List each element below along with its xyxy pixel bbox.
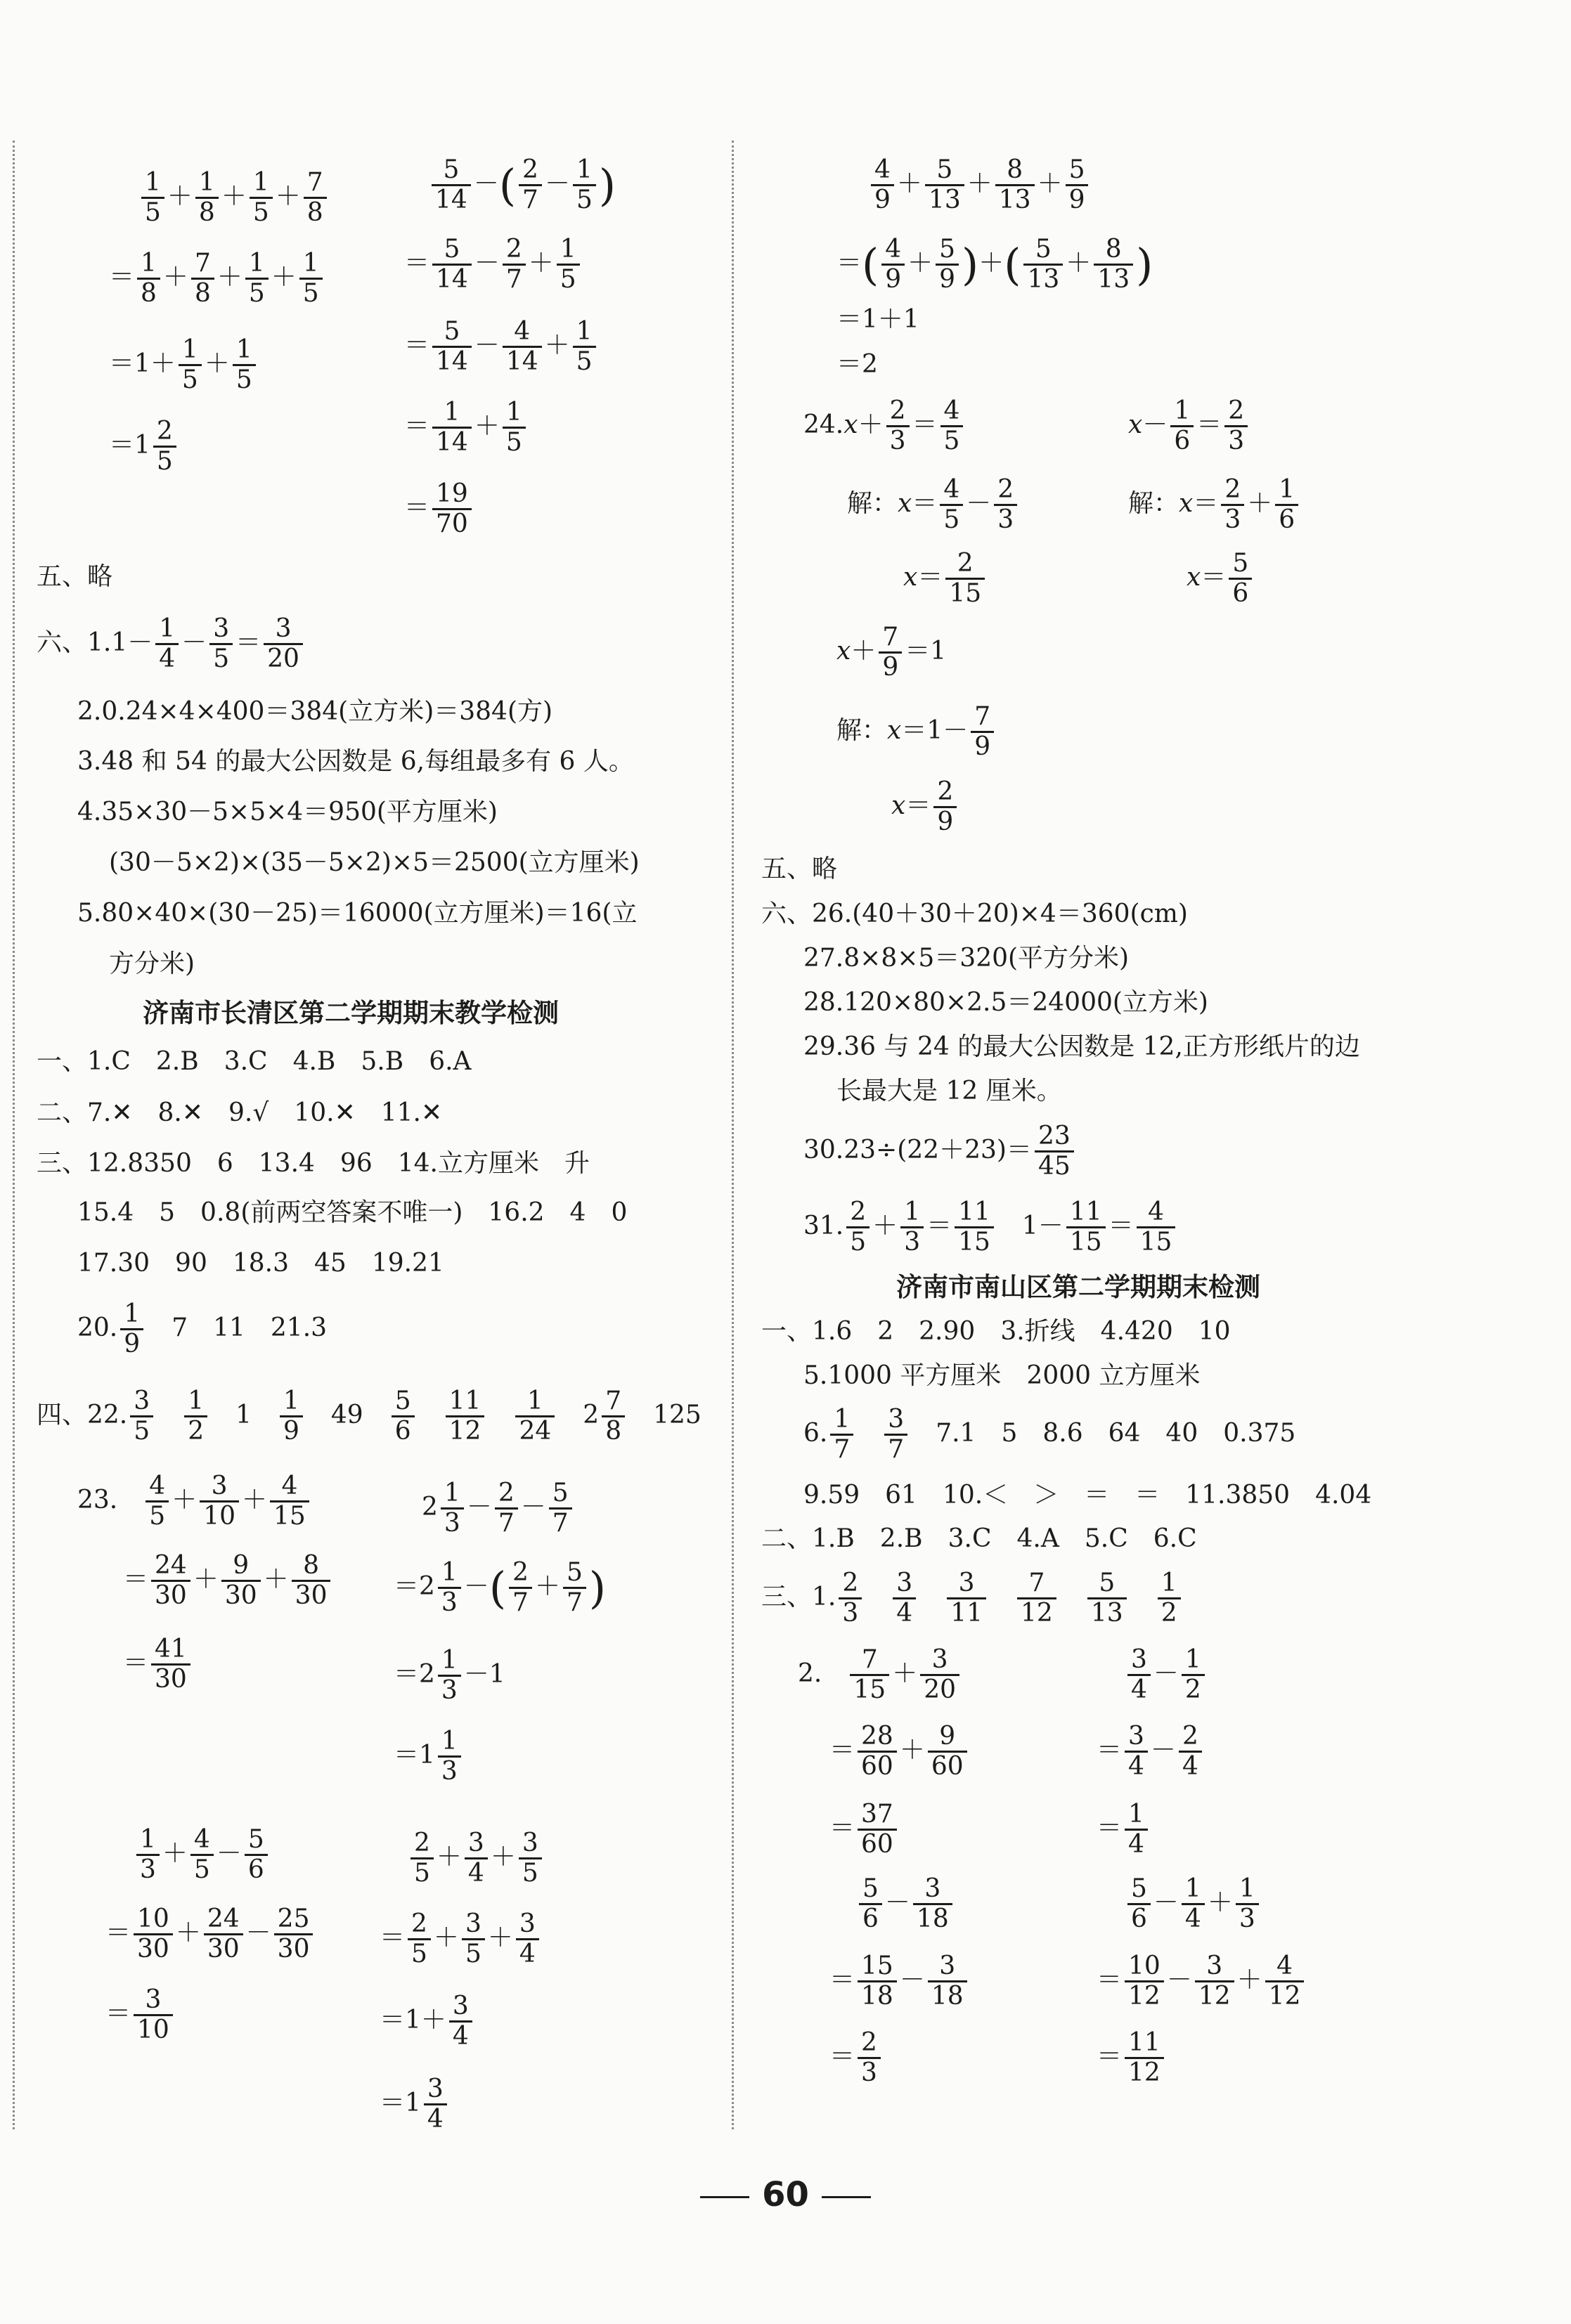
- q28: 28.120×80×2.5＝24000(立方米): [803, 988, 1208, 1017]
- q24-c-line2: 解：x＝1－ $\frac{7}{9}$: [836, 703, 997, 762]
- right-t5: 5.1000 平方厘米 2000 立方厘米: [803, 1361, 1201, 1390]
- right-section-title: 济南市南山区第二学期期末检测: [896, 1272, 1260, 1302]
- calc-e-line2: ＝( $\frac{4}{9}$ ＋ $\frac{5}{9}$ )＋( $\frac{5}{13}$ ＋ $\frac{8}{13}$ ): [836, 235, 1153, 294]
- right-sec5: 五、略: [761, 855, 838, 883]
- calc-e-line4: ＝2: [836, 350, 878, 379]
- q26: 六、26.(40＋30＋20)×4＝360(cm): [761, 900, 1188, 928]
- q23-a-line3: ＝ $\frac{41}{30}$: [123, 1635, 193, 1694]
- right-t2: 二、1.B 2.B 3.C 4.A 5.C 6.C: [761, 1524, 1197, 1553]
- q6-5b: 方分米): [109, 949, 195, 978]
- q23-b-line1: 2 $\frac{1}{3}$ － $\frac{2}{7}$ － $\frac{5}{7}$: [422, 1479, 575, 1538]
- calc-b-line5: ＝ $\frac{19}{70}$: [404, 480, 474, 539]
- q24-c-line1: x＋ $\frac{7}{9}$ ＝1: [836, 623, 947, 682]
- column-divider: [732, 141, 734, 2129]
- left-s3c: 17.30 90 18.3 45 19.21: [77, 1249, 444, 1278]
- q6-4b: (30－5×2)×(35－5×2)×5＝2500(立方厘米): [109, 848, 640, 877]
- calc-a-line2: ＝ $\frac{1}{8}$ ＋ $\frac{7}{8}$ ＋ $\frac{1}{5}$ ＋ $\frac{1}{5}$: [109, 249, 325, 309]
- q24-a-line1: 24.x＋ $\frac{2}{3}$ ＝ $\frac{4}{5}$: [803, 397, 966, 456]
- calc-f-line1: 2. $\frac{7}{15}$ ＋ $\frac{3}{20}$: [798, 1646, 962, 1705]
- q23-a-line2: ＝ $\frac{24}{30}$ ＋ $\frac{9}{30}$ ＋ $\frac{8}{30}$: [123, 1552, 333, 1611]
- calc-g-line1: $\frac{3}{4}$ － $\frac{1}{2}$: [1125, 1646, 1208, 1705]
- page-number: 60: [0, 2175, 1571, 2214]
- right-t1: 一、1.6 2 2.90 3.折线 4.420 10: [761, 1317, 1231, 1346]
- q29b: 长最大是 12 厘米。: [836, 1077, 1062, 1105]
- calc-b-line4: ＝ $\frac{1}{14}$ ＋ $\frac{1}{5}$: [404, 398, 529, 457]
- calc-b-line2: ＝ $\frac{5}{14}$ － $\frac{2}{7}$ ＋ $\frac{1}{5}$: [404, 235, 583, 294]
- q6-1: 六、1.1－ $\frac{1}{4}$ － $\frac{3}{5}$ ＝ $\frac{3}{20}$: [37, 615, 306, 674]
- q6-4a: 4.35×30－5×5×4＝950(平方厘米): [77, 798, 498, 826]
- calc-f-line6: ＝ $\frac{2}{3}$: [829, 2029, 884, 2088]
- q22: 四、22. $\frac{3}{5}$ $\frac{1}{2}$ 1 $\frac{1}{9}$ 49 $\frac{5}{6}$ $\frac{11}{12}$ $\frac{1}{24}$ 2 $\frac{7}{8}$ 125: [37, 1387, 702, 1446]
- right-t6: 6. $\frac{1}{7}$ $\frac{3}{7}$ 7.1 5 8.6 64 40 0.375: [803, 1405, 1296, 1465]
- calc-a-line3: ＝1＋ $\frac{1}{5}$ ＋ $\frac{1}{5}$: [109, 336, 259, 395]
- calc-g-line6: ＝ $\frac{11}{12}$: [1097, 2029, 1167, 2088]
- left-s3a: 三、12.8350 6 13.4 96 14.立方厘米 升: [37, 1149, 590, 1178]
- calc-g-line5: ＝ $\frac{10}{12}$ － $\frac{3}{12}$ ＋ $\frac{4}{12}$: [1097, 1952, 1307, 2011]
- calc-d-line2: ＝ $\frac{2}{5}$ ＋ $\frac{3}{5}$ ＋ $\frac{3}{4}$: [380, 1910, 542, 1969]
- calc-d-line4: ＝1 $\frac{3}{4}$: [380, 2075, 450, 2134]
- q27: 27.8×8×5＝320(平方分米): [803, 944, 1130, 973]
- q24-c-line3: x＝ $\frac{2}{9}$: [891, 778, 959, 837]
- q23-b-line4: ＝1 $\frac{1}{3}$: [394, 1727, 464, 1786]
- calc-f-line2: ＝ $\frac{28}{60}$ ＋ $\frac{9}{60}$: [829, 1722, 970, 1781]
- q6-3: 3.48 和 54 的最大公因数是 6,每组最多有 6 人。: [77, 747, 634, 776]
- right-t9: 9.59 61 10.＜ ＞ ＝ ＝ 11.3850 4.04: [803, 1481, 1372, 1510]
- q29a: 29.36 与 24 的最大公因数是 12,正方形纸片的边: [803, 1032, 1360, 1061]
- q24-a-line3: x＝ $\frac{2}{15}$: [903, 550, 988, 609]
- q6-5a: 5.80×40×(30－25)＝16000(立方厘米)＝16(立: [77, 899, 638, 928]
- left-section-title: 济南市长清区第二学期期末教学检测: [143, 998, 559, 1028]
- calc-d-line3: ＝1＋ $\frac{3}{4}$: [380, 1992, 475, 2051]
- q24-b-line3: x＝ $\frac{5}{6}$: [1187, 550, 1255, 609]
- left-s3b: 15.4 5 0.8(前两空答案不唯一) 16.2 4 0: [77, 1198, 628, 1227]
- left-s1: 一、1.C 2.B 3.C 4.B 5.B 6.A: [37, 1047, 472, 1076]
- q20: 20. $\frac{1}{9}$ 7 11 21.3: [77, 1299, 328, 1359]
- q23-a-line1: 23. $\frac{4}{5}$ ＋ $\frac{3}{10}$ ＋ $\frac{4}{15}$: [77, 1472, 312, 1531]
- calc-f-line5: ＝ $\frac{15}{18}$ － $\frac{3}{18}$: [829, 1952, 970, 2011]
- calc-c-line3: ＝ $\frac{3}{10}$: [105, 1986, 176, 2045]
- q30: 30.23÷(22＋23)＝ $\frac{23}{45}$: [803, 1122, 1077, 1181]
- q6-2: 2.0.24×4×400＝384(立方米)＝384(方): [77, 697, 553, 726]
- calc-g-line4: $\frac{5}{6}$ － $\frac{1}{4}$ ＋ $\frac{1}{3}$: [1125, 1875, 1262, 1934]
- calc-b-line3: ＝ $\frac{5}{14}$ － $\frac{4}{14}$ ＋ $\frac{1}{5}$: [404, 318, 599, 377]
- q24-b-line1: x－ $\frac{1}{6}$ ＝ $\frac{2}{3}$: [1128, 397, 1250, 456]
- calc-e-line3: ＝1＋1: [836, 305, 919, 334]
- calc-b-line1: $\frac{5}{14}$ －( $\frac{2}{7}$ － $\frac{1}{5}$ ): [429, 156, 616, 215]
- calc-d-line1: $\frac{2}{5}$ ＋ $\frac{3}{4}$ ＋ $\frac{3}{5}$: [408, 1829, 545, 1888]
- q31: 31. $\frac{2}{5}$ ＋ $\frac{1}{3}$ ＝ $\frac{11}{15}$ 1－ $\frac{11}{15}$ ＝ $\frac{4}{15}$: [803, 1198, 1178, 1257]
- q23-b-line3: ＝2 $\frac{1}{3}$ －1: [394, 1646, 505, 1706]
- calc-c-line2: ＝ $\frac{10}{30}$ ＋ $\frac{24}{30}$ － $\frac{25}{30}$: [105, 1905, 316, 1964]
- calc-c-line1: $\frac{1}{3}$ ＋ $\frac{4}{5}$ － $\frac{5}{6}$: [134, 1826, 271, 1885]
- calc-g-line3: ＝ $\frac{1}{4}$: [1097, 1800, 1151, 1859]
- left-s2: 二、7.✕ 8.✕ 9.√ 10.✕ 11.✕: [37, 1098, 443, 1127]
- q23-b-line2: ＝2 $\frac{1}{3}$ －( $\frac{2}{7}$ ＋ $\frac{5}{7}$ ): [394, 1558, 607, 1618]
- left-margin-rule: [13, 141, 15, 2129]
- calc-a-line1: $\frac{1}{5}$ ＋ $\frac{1}{8}$ ＋ $\frac{1}{5}$ ＋ $\frac{7}{8}$: [138, 169, 330, 228]
- q24-b-line2: 解：x＝ $\frac{2}{3}$ ＋ $\frac{1}{6}$: [1128, 476, 1301, 535]
- calc-a-line4: ＝1 $\frac{2}{5}$: [109, 417, 179, 476]
- calc-g-line2: ＝ $\frac{3}{4}$ － $\frac{2}{4}$: [1097, 1722, 1205, 1781]
- calc-f-line3: ＝ $\frac{37}{60}$: [829, 1800, 900, 1859]
- calc-f-line4: $\frac{5}{6}$ － $\frac{3}{18}$: [856, 1875, 955, 1934]
- left-sec5: 五、略: [37, 562, 113, 591]
- right-t3-1: 三、1. $\frac{2}{3}$ $\frac{3}{4}$ $\frac{3}{11}$ $\frac{7}{12}$ $\frac{5}{13}$ $\frac{1}{2}$: [761, 1569, 1184, 1628]
- q24-a-line2: 解：x＝ $\frac{4}{5}$ － $\frac{2}{3}$: [847, 476, 1020, 535]
- calc-e-line1: $\frac{4}{9}$ ＋ $\frac{5}{13}$ ＋ $\frac{8}{13}$ ＋ $\frac{5}{9}$: [868, 156, 1091, 215]
